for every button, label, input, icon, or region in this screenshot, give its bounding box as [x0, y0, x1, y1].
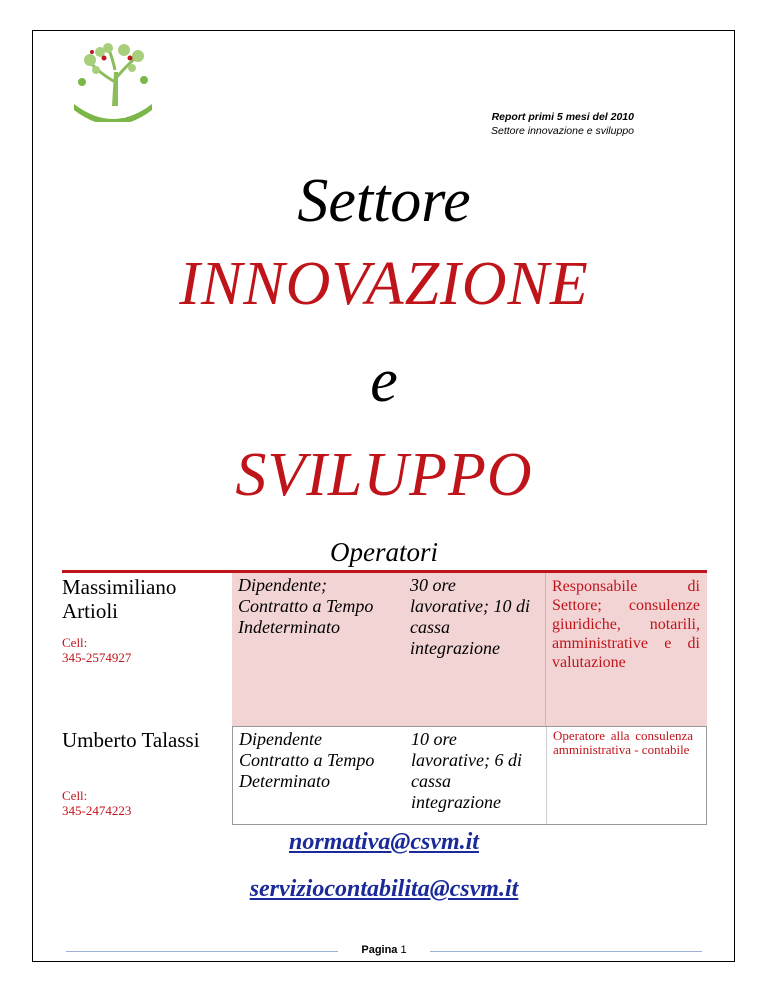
page-footer — [0, 944, 768, 956]
title-line-innovazione: INNOVAZIONE — [179, 250, 589, 318]
operator-name: Massimiliano Artioli — [62, 575, 177, 623]
operator-row — [62, 573, 707, 726]
phone-label: Cell: — [62, 788, 88, 803]
phone-label: Cell: — [62, 635, 88, 650]
operator-details — [232, 726, 707, 825]
email-link-contabilita[interactable]: serviziocontabilita@csvm.it — [249, 876, 519, 902]
email-link-normativa[interactable]: normativa@csvm.it — [289, 829, 479, 855]
svg-text:CSVM: CSVM — [99, 110, 127, 120]
report-header — [0, 110, 634, 138]
column-separator — [546, 727, 547, 824]
operator-role: Responsabile di Settore; consulenze giuridiche, notarili, amministrative e di valutazione — [552, 578, 700, 671]
phone-number: 345-2474223 — [62, 803, 132, 818]
operator-phone — [62, 788, 131, 818]
contract-type: Dipendente Contratto a Tempo Determinato — [239, 729, 375, 791]
report-sector: Settore innovazione e sviluppo — [490, 125, 634, 137]
contract-type: Dipendente; Contratto a Tempo Indeterminato — [238, 575, 374, 637]
title-line-sviluppo: SVILUPPO — [235, 441, 533, 509]
operator-name: Umberto Talassi — [62, 728, 200, 752]
operator-phone — [62, 635, 131, 665]
title-line-e: e — [370, 347, 398, 415]
operators-heading: Operatori — [330, 537, 438, 567]
phone-number: 345-2574927 — [62, 650, 132, 665]
operator-row — [62, 726, 707, 825]
page-label: Pagina — [361, 944, 398, 956]
report-period: Report primi 5 mesi del 2010 — [491, 111, 634, 123]
title-line-settore: Settore — [297, 167, 471, 235]
page-number: 1 — [400, 944, 407, 956]
column-separator — [545, 573, 546, 726]
working-hours: 10 ore lavorative; 6 di cassa integrazione — [411, 729, 522, 812]
operator-details — [232, 573, 707, 726]
operator-role: Operatore alla consulenza amministrativa - contabile — [553, 728, 693, 757]
working-hours: 30 ore lavorative; 10 di cassa integrazione — [410, 575, 530, 658]
